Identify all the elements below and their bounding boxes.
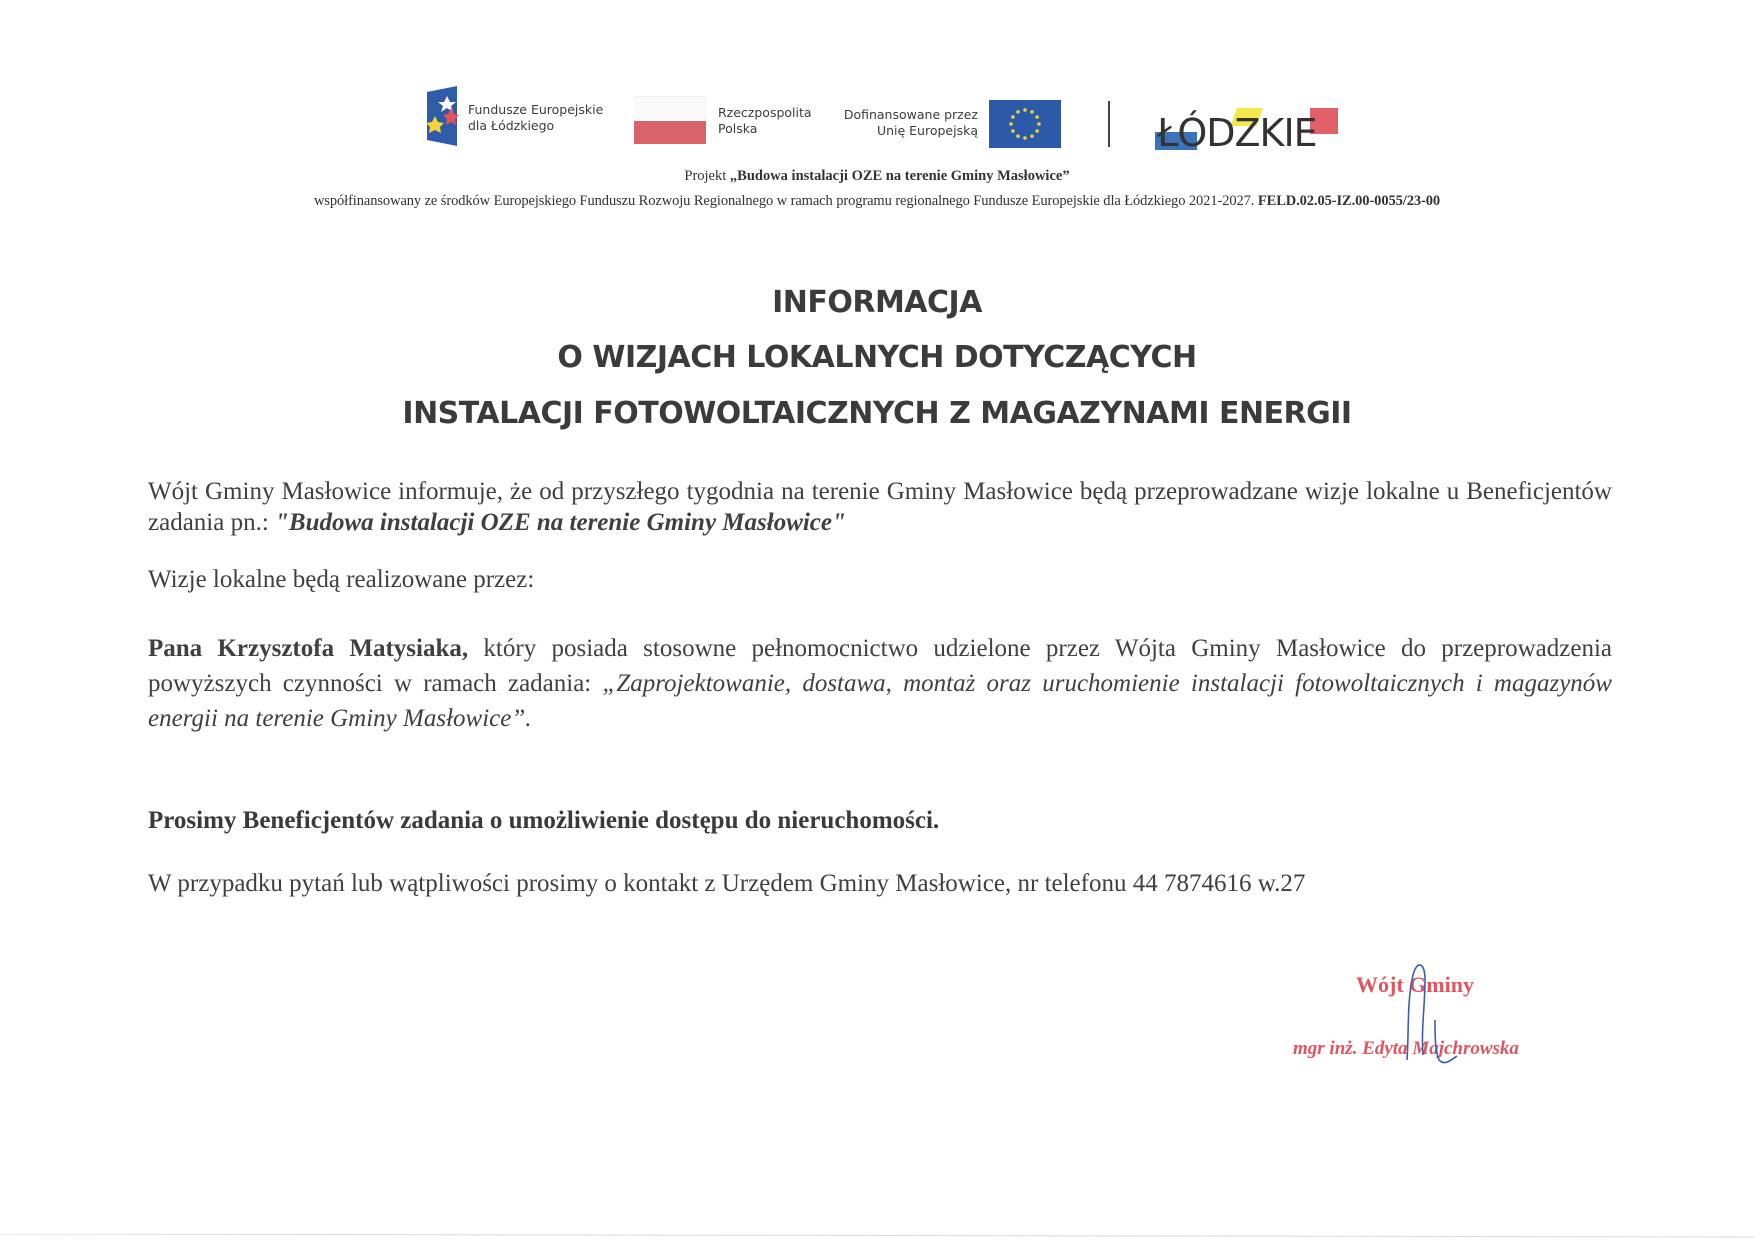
title-line-2: O WIZJACH LOKALNYCH DOTYCZĄCYCH [557, 340, 1197, 375]
eu-star-icon [1016, 134, 1020, 138]
paragraph-contact: W przypadku pytań lub wątpliwości prosimy o kontakt z Urzędem Gminy Masłowice, nr telefonu 44 7874616 w.27 [148, 870, 1306, 897]
handwritten-signature [1395, 960, 1515, 1070]
lodzkie-logo [1155, 108, 1345, 152]
paragraph-request: Prosimy Beneficjentów zadania o umożliwienie dostępu do nieruchomości. [148, 807, 940, 834]
fe-logo-line1: Fundusze Europejskie [468, 102, 604, 117]
paragraph-announcement [148, 476, 1612, 538]
fe-logo-text [468, 102, 603, 134]
signature-title: Wójt Gminy [1356, 972, 1474, 997]
fe-logo-line2: dla Łódzkiego [468, 118, 555, 133]
eu-star-icon [1011, 115, 1015, 119]
pl-logo-line1: Rzeczpospolita [718, 105, 812, 120]
eu-star-icon [1023, 108, 1027, 112]
pl-logo-line2: Polska [718, 121, 758, 136]
project-code: FELD.02.05-IZ.00-0055/23-00 [1257, 193, 1441, 209]
representative-name: Pana Krzysztofa Matysiaka, [148, 635, 469, 662]
eu-logo-line1: Dofinansowane przez [843, 107, 978, 122]
eu-star-icon [1035, 115, 1039, 119]
eu-flag-icon [989, 100, 1061, 148]
title-line-1: INFORMACJA [772, 285, 982, 320]
eu-star-icon [1030, 134, 1034, 138]
logo-divider [1108, 101, 1110, 147]
pl-flag-icon [634, 96, 706, 143]
representative-task-name: „Zaprojektowanie, dostawa, montaż oraz uruchomienie instalacji fotowoltaicznych i magazynów energii na terenie Gminy Masłowice”. [148, 670, 1612, 732]
project-prefix: Projekt [684, 168, 730, 184]
announcement-text: Wójt Gminy Masłowice informuje, że od przyszłego tygodnia na terenie Gminy Masłowice będą przeprowadzane wizje lokalne u Beneficjentów zadania pn.: [148, 478, 1612, 536]
title-line-3: INSTALACJI FOTOWOLTAICZNYCH Z MAGAZYNAMI ENERGII [402, 396, 1352, 431]
eu-star-icon [1011, 129, 1015, 133]
eu-logo-line2: Unię Europejską [876, 123, 978, 138]
eu-star-icon [1037, 122, 1041, 126]
signature-name: mgr inż. Edyta Majchrowska [1293, 1038, 1519, 1059]
fe-logo-icon [423, 86, 459, 146]
eu-star-icon [1009, 122, 1013, 126]
eu-star-icon [1023, 136, 1027, 140]
eu-star-icon [1016, 110, 1020, 114]
eu-logo-text [840, 107, 978, 139]
paragraph-performed-by: Wizje lokalne będą realizowane przez: [148, 566, 535, 593]
cofinancing-text: współfinansowany ze środków Europejskiego Funduszu Rozwoju Regionalnego w ramach programu regionalnego Fundusze Europejskie dla Łódzkiego 2021-2027. [313, 193, 1258, 209]
eu-star-icon [1030, 110, 1034, 114]
paragraph-representative [148, 631, 1612, 736]
announcement-task-name: "Budowa instalacji OZE na terenie Gminy Masłowice" [275, 509, 846, 536]
cofinancing-line [0, 193, 1754, 210]
eu-star-icon [1035, 129, 1039, 133]
project-name: „Budowa instalacji OZE na terenie Gminy Masłowice” [729, 168, 1070, 184]
pl-logo-text [718, 105, 812, 137]
representative-text: który posiada stosowne pełnomocnictwo udzielone przez Wójta Gminy Masłowice do przeprowadzenia powyższych czynności w ramach zadania: [148, 635, 1612, 697]
project-line [0, 168, 1754, 185]
lodzkie-logo-text: ŁÓDZKIE [1157, 111, 1317, 152]
scan-edge-line [0, 1225, 1754, 1227]
